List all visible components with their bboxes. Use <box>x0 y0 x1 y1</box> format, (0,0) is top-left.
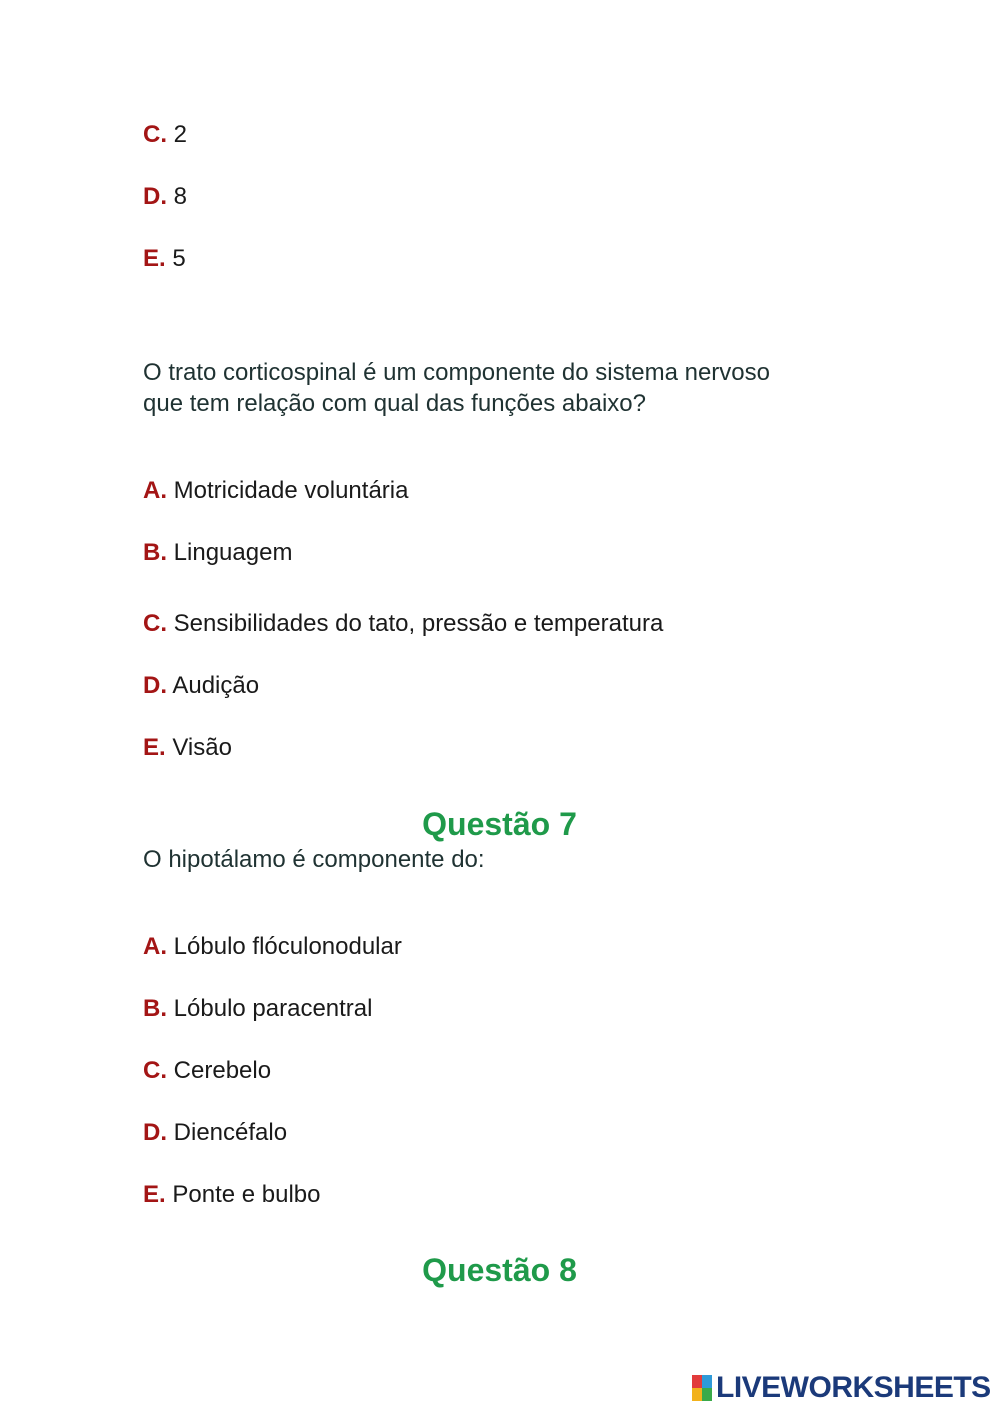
q7-option-d <box>143 1119 287 1147</box>
option-letter: C. <box>143 1057 167 1084</box>
brand-name: LIVEWORKSHEETS <box>716 1371 991 1404</box>
option-text: Diencéfalo <box>173 1119 288 1146</box>
option-letter: B. <box>143 995 167 1022</box>
option-text: Audição <box>172 672 260 699</box>
q6-option-e <box>143 734 232 762</box>
q7-option-c <box>143 1057 271 1085</box>
option-letter: C. <box>143 610 167 637</box>
option-text: 5 <box>172 245 186 272</box>
option-letter: A. <box>143 477 167 504</box>
option-text: Linguagem <box>173 539 293 566</box>
q6-option-d <box>143 672 259 700</box>
option-letter: D. <box>143 183 167 210</box>
option-text: Ponte e bulbo <box>172 1181 321 1208</box>
option-text: Cerebelo <box>173 1057 272 1084</box>
option-letter: E. <box>143 245 166 272</box>
option-letter: D. <box>143 672 167 699</box>
q5-option-c <box>143 121 187 149</box>
option-text: Visão <box>172 734 232 761</box>
option-letter: A. <box>143 933 167 960</box>
q7-title: Questão 7 <box>422 806 577 842</box>
option-text: 8 <box>173 183 188 210</box>
q6-text-line2: que tem relação com qual das funções abaixo? <box>143 390 646 417</box>
liveworksheets-logo-icon <box>692 1375 712 1401</box>
q8-title: Questão 8 <box>422 1252 577 1288</box>
q7-option-b <box>143 995 372 1023</box>
q5-option-e <box>143 245 186 273</box>
q7-option-e <box>143 1181 320 1209</box>
option-letter: E. <box>143 734 166 761</box>
q5-option-d <box>143 183 187 211</box>
option-text: Lóbulo paracentral <box>173 995 373 1022</box>
q7-option-a <box>143 933 402 961</box>
q6-option-c <box>143 610 663 638</box>
q6-text-line1: O trato corticospinal é um componente do sistema nervoso <box>143 359 770 386</box>
q7-text: O hipotálamo é componente do: <box>143 846 485 873</box>
option-letter: C. <box>143 121 167 148</box>
option-text: Lóbulo flóculonodular <box>173 933 402 960</box>
option-letter: D. <box>143 1119 167 1146</box>
option-text: 2 <box>173 121 188 148</box>
liveworksheets-brand[interactable] <box>692 1372 991 1404</box>
option-letter: B. <box>143 539 167 566</box>
q6-option-a <box>143 477 408 505</box>
option-text: Motricidade voluntária <box>173 477 409 504</box>
option-text: Sensibilidades do tato, pressão e temperatura <box>173 610 664 637</box>
q6-option-b <box>143 539 292 567</box>
option-letter: E. <box>143 1181 166 1208</box>
